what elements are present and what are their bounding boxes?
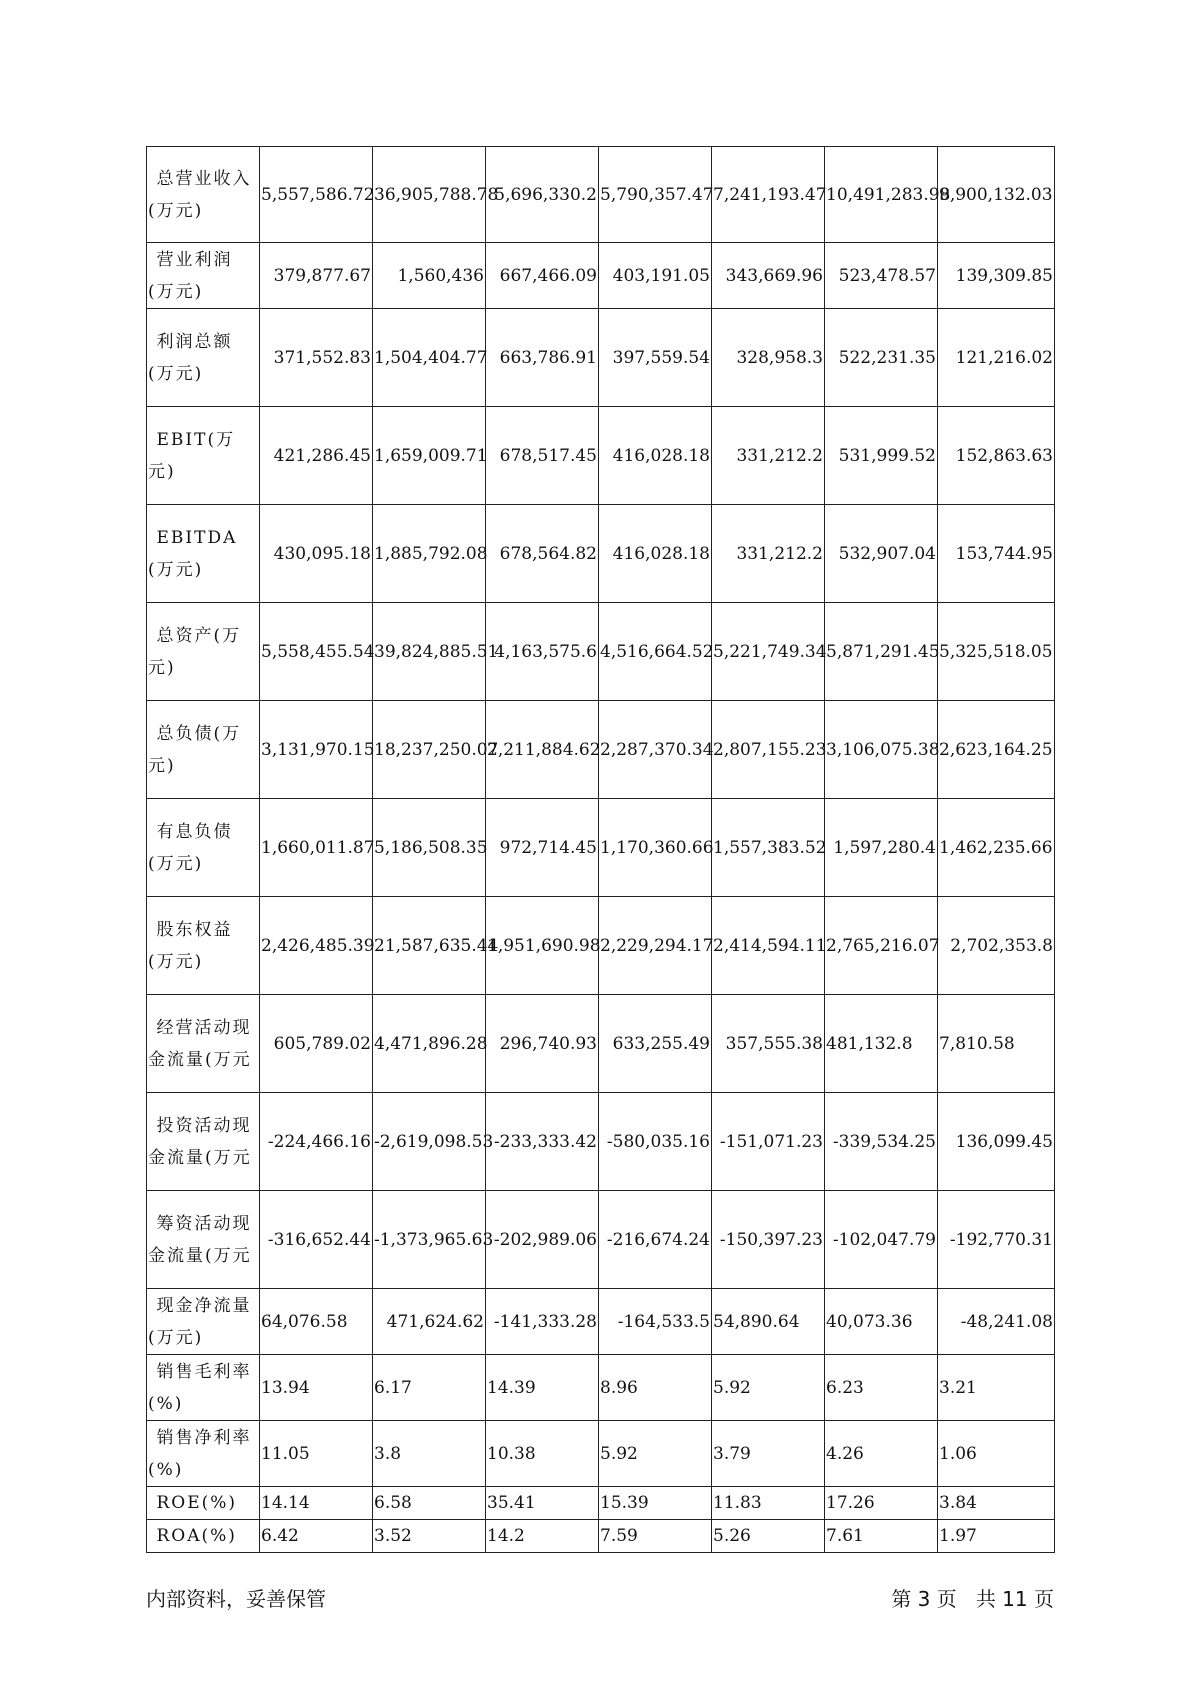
table-cell: -151,071.23 [712,1093,825,1191]
table-cell: 343,669.96 [712,243,825,309]
table-cell: -580,035.16 [599,1093,712,1191]
table-cell: 430,095.18 [260,505,373,603]
table-cell: 522,231.35 [825,309,938,407]
table-cell: 1,660,011.87 [260,799,373,897]
table-cell: 6.58 [373,1487,486,1520]
table-cell: 1,885,792.08 [373,505,486,603]
table-cell: 663,786.91 [486,309,599,407]
table-cell: 4,163,575.6 [486,603,599,701]
row-label: 股东权益(万元) [147,897,260,995]
table-row [147,701,1055,799]
table-cell: 5.92 [712,1355,825,1421]
table-cell: 1.06 [938,1421,1055,1487]
table-row [147,505,1055,603]
footer-confidential-note: 内部资料，妥善保管 [146,1587,326,1611]
table-cell: 14.14 [260,1487,373,1520]
table-cell: 39,824,885.51 [373,603,486,701]
table-cell: -224,466.16 [260,1093,373,1191]
table-cell: -216,674.24 [599,1191,712,1289]
table-cell: 35.41 [486,1487,599,1520]
table-cell: 5,790,357.47 [599,147,712,243]
table-cell: -48,241.08 [938,1289,1055,1355]
table-cell: 6.23 [825,1355,938,1421]
table-cell: 1,597,280.4 [825,799,938,897]
table-cell: 5,871,291.45 [825,603,938,701]
table-row [147,407,1055,505]
table-cell: 21,587,635.44 [373,897,486,995]
table-cell: -102,047.79 [825,1191,938,1289]
table-cell: 4,471,896.28 [373,995,486,1093]
row-label: 有息负债(万元) [147,799,260,897]
table-cell: 10,491,283.98 [825,147,938,243]
table-cell: 531,999.52 [825,407,938,505]
row-label: 总营业收入(万元) [147,147,260,243]
table-row [147,1421,1055,1487]
table-cell: 136,099.45 [938,1093,1055,1191]
table-row [147,897,1055,995]
table-cell: 532,907.04 [825,505,938,603]
table-cell: -2,619,098.53 [373,1093,486,1191]
table-cell: 416,028.18 [599,505,712,603]
table-cell: 7,241,193.47 [712,147,825,243]
table-cell: 1,557,383.52 [712,799,825,897]
table-cell: 6.42 [260,1520,373,1553]
table-cell: 5,558,455.54 [260,603,373,701]
table-cell: 3.79 [712,1421,825,1487]
table-cell: 152,863.63 [938,407,1055,505]
table-cell: 2,702,353.8 [938,897,1055,995]
table-cell: -164,533.5 [599,1289,712,1355]
table-cell: 633,255.49 [599,995,712,1093]
row-label: ROA(%) [147,1520,260,1553]
table-cell: -192,770.31 [938,1191,1055,1289]
table-cell: 2,414,594.11 [712,897,825,995]
row-label: EBIT(万元) [147,407,260,505]
row-label: 销售毛利率(%) [147,1355,260,1421]
table-cell: 13.94 [260,1355,373,1421]
table-cell: 54,890.64 [712,1289,825,1355]
table-cell: 1,462,235.66 [938,799,1055,897]
table-cell: 5.26 [712,1520,825,1553]
row-label: ROE(%) [147,1487,260,1520]
table-cell: 3.8 [373,1421,486,1487]
table-cell: 296,740.93 [486,995,599,1093]
table-cell: 1,659,009.71 [373,407,486,505]
table-cell: 3,106,075.38 [825,701,938,799]
table-cell: 1,170,360.66 [599,799,712,897]
table-cell: 2,287,370.34 [599,701,712,799]
table-cell: -1,373,965.63 [373,1191,486,1289]
table-cell: 2,229,294.17 [599,897,712,995]
table-cell: 605,789.02 [260,995,373,1093]
table-row [147,1191,1055,1289]
table-cell: 153,744.95 [938,505,1055,603]
table-cell: 1,951,690.98 [486,897,599,995]
footer-page-number: 第 3 页 共 11 页 [891,1587,1054,1611]
table-cell: 2,426,485.39 [260,897,373,995]
row-label: 营业利润(万元) [147,243,260,309]
table-cell: 421,286.45 [260,407,373,505]
table-cell: 331,212.2 [712,407,825,505]
table-cell: 416,028.18 [599,407,712,505]
table-cell: -141,333.28 [486,1289,599,1355]
table-row [147,1289,1055,1355]
table-cell: 1.97 [938,1520,1055,1553]
table-cell: 5.92 [599,1421,712,1487]
table-row [147,1487,1055,1520]
table-cell: 403,191.05 [599,243,712,309]
table-cell: 379,877.67 [260,243,373,309]
table-cell: 9,900,132.03 [938,147,1055,243]
table-cell: 14.2 [486,1520,599,1553]
table-cell: 678,564.82 [486,505,599,603]
table-cell: 471,624.62 [373,1289,486,1355]
table-row [147,147,1055,243]
row-label: 现金净流量(万元) [147,1289,260,1355]
table-cell: -339,534.25 [825,1093,938,1191]
row-label: 利润总额(万元) [147,309,260,407]
table-cell: 7,810.58 [938,995,1055,1093]
table-row [147,1093,1055,1191]
table-cell: 2,807,155.23 [712,701,825,799]
table-cell: 4,516,664.52 [599,603,712,701]
table-cell: 10.38 [486,1421,599,1487]
table-cell: -316,652.44 [260,1191,373,1289]
table-cell: -150,397.23 [712,1191,825,1289]
table-cell: 972,714.45 [486,799,599,897]
table-cell: 7.61 [825,1520,938,1553]
table-cell: 371,552.83 [260,309,373,407]
table-cell: 2,623,164.25 [938,701,1055,799]
table-cell: 5,557,586.72 [260,147,373,243]
table-cell: 11.05 [260,1421,373,1487]
table-cell: 3.84 [938,1487,1055,1520]
table-cell: 667,466.09 [486,243,599,309]
table-cell: 40,073.36 [825,1289,938,1355]
table-cell: 3,131,970.15 [260,701,373,799]
table-cell: 2,211,884.62 [486,701,599,799]
row-label: 总资产(万元) [147,603,260,701]
row-label: 筹资活动现金流量(万元 [147,1191,260,1289]
table-cell: -202,989.06 [486,1191,599,1289]
table-cell: 5,696,330.2 [486,147,599,243]
table-cell: 15.39 [599,1487,712,1520]
table-row [147,243,1055,309]
table-cell: 5,221,749.34 [712,603,825,701]
table-cell: 5,325,518.05 [938,603,1055,701]
table-row [147,309,1055,407]
table-cell: 6.17 [373,1355,486,1421]
table-cell: 357,555.38 [712,995,825,1093]
table-cell: 8.96 [599,1355,712,1421]
table-cell: 17.26 [825,1487,938,1520]
table-cell: 14.39 [486,1355,599,1421]
table-body [147,147,1055,1553]
table-cell: 481,132.8 [825,995,938,1093]
table-cell: 139,309.85 [938,243,1055,309]
table-cell: 7.59 [599,1520,712,1553]
table-cell: 36,905,788.78 [373,147,486,243]
table-cell: 18,237,250.07 [373,701,486,799]
table-cell: 1,504,404.77 [373,309,486,407]
row-label: 经营活动现金流量(万元 [147,995,260,1093]
table-cell: 11.83 [712,1487,825,1520]
table-row [147,799,1055,897]
table-cell: 1,560,436 [373,243,486,309]
table-cell: -233,333.42 [486,1093,599,1191]
table-cell: 3.52 [373,1520,486,1553]
table-cell: 397,559.54 [599,309,712,407]
table-cell: 4.26 [825,1421,938,1487]
table-cell: 121,216.02 [938,309,1055,407]
table-row [147,603,1055,701]
row-label: EBITDA(万元) [147,505,260,603]
financial-data-table [146,146,1055,1553]
table-cell: 64,076.58 [260,1289,373,1355]
row-label: 总负债(万元) [147,701,260,799]
table-cell: 2,765,216.07 [825,897,938,995]
table-cell: 523,478.57 [825,243,938,309]
table-cell: 328,958.3 [712,309,825,407]
table-cell: 5,186,508.35 [373,799,486,897]
table-cell: 331,212.2 [712,505,825,603]
table-cell: 3.21 [938,1355,1055,1421]
table-row [147,1520,1055,1553]
table-row [147,995,1055,1093]
row-label: 销售净利率(%) [147,1421,260,1487]
table-row [147,1355,1055,1421]
table-cell: 678,517.45 [486,407,599,505]
row-label: 投资活动现金流量(万元 [147,1093,260,1191]
